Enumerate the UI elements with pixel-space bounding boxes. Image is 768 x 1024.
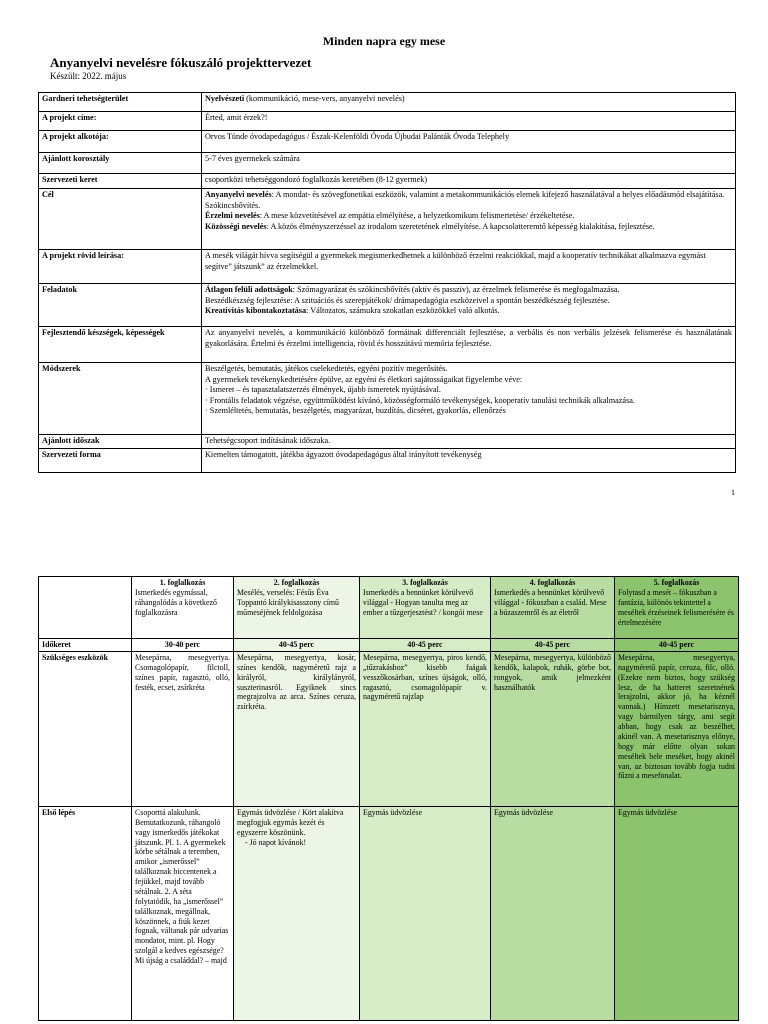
tools-label: Szükséges eszközök — [39, 651, 132, 806]
session-header-5: 5. foglalkozás Folytasd a mesét – fókuszban a fantázia, különös tekintettel a meséltek érzéseinek felismerésére és értelmezésére — [615, 577, 739, 639]
timeframe-3: 40-45 perc — [360, 639, 491, 652]
skills-label: Fejlesztendő készségek, képességek — [39, 327, 202, 363]
author-value: Orvos Tünde óvodapedagógus / Észak-Kelenföldi Óvoda Újbudai Palánták Óvoda Telephely — [202, 131, 736, 153]
document-date: Készült: 2022. május — [50, 71, 127, 81]
goal-label: Cél — [39, 189, 202, 250]
timeframe-4: 40-45 perc — [491, 639, 615, 652]
gardner-value: Nyelvészeti (kommunikáció, mese-vers, anyanyelvi nevelés) — [202, 93, 736, 112]
tools-4: Mesepárna, mesegyertya, különböző kendők, kalapok, ruhák, görbe bot, rongyok, amik jelmezként használhatók — [491, 651, 615, 806]
organization-value: Kiemelten támogatott, játékba ágyazott óvodapedagógus által irányított tevékenység — [202, 448, 736, 472]
first-step-3: Egymás üdvözlése — [360, 806, 491, 1020]
age-label: Ajánlott korosztály — [39, 153, 202, 174]
tools-5: Mesepárna, mesegyertya, nagyméretű papír, ceruza, filc, olló. (Ezekre nem biztos, hogy szükség lesz, de ha hatteret szeretnének lerajzolni, akkor jó, ha kéznél vannak.) Hímzett mesetarisznya, vagy bármilyen tárgy, ami segít abban, hogy csak az beszélhet, akinél van. A mesetarisznya előnye, hogy már előtte olyan sokan meséltek bele meséket, hogy akinél van, az biztosan tovább fogja tudni fűzni a mesefonalat. — [615, 651, 739, 806]
sessions-table — [38, 576, 739, 1021]
title-value: Érted, amit érzek?! — [202, 112, 736, 131]
page-number: 1 — [731, 488, 735, 497]
session-header-1: 1. foglalkozás Ismerkedés egymással, ráhangolódás a következő foglalkozásra — [132, 577, 234, 639]
tasks-label: Feladatok — [39, 284, 202, 327]
goal-value: Anyanyelvi nevelés: A mondat- és szövegfonetikai eszközök, valamint a metakommunikációs elemek kifejező használatával a helyes előadásmód elsajátítása. Szókincsbővítés. Érzelmi nevelés: A mese közvetítésével az empátia elmélyítése, a helyzetkomikum felismertetése/ érzékeltetése. Közösségi nevelés: A közös élményszerzéssel az irodalom szeretetének elmélyítése. A kapcsolatteremtő képesség kialakítása, fejlesztése. — [202, 189, 736, 250]
organization-label: Szervezeti forma — [39, 448, 202, 472]
first-step-1: Csoporttá alakulunk. Bemutatkozunk, ráhangoló vagy ismerkedős játékokat játszunk. Pl. 1. A gyermekek körbe sétálnak a teremben, amikor „ismerőssel” találkoznak biccentenek a fejükkel, majd tovább sétálnak. 2. A séta folytatódik, ha „ismerőssel” találkoznak, megállnak, köszönnek, a fiúk kezet fognak, váltanak pár udvarias mondatot, mint. pl. Hogy szolgál a kedves egészsége? Mi újság a családdal? – majd — [132, 806, 234, 1020]
session-header-4: 4. foglalkozás Ismerkedés a bennünket körülvevő világgal - fókuszban a család. Mese a búzaszemről és az életről — [491, 577, 615, 639]
first-step-5: Egymás üdvözlése — [615, 806, 739, 1020]
description-value: A mesék világát hívva segítségül a gyermekek megismerkedhetnek a különböző érzelmi reakciókkal, majd a kooperatív technikákat alkalmazva egymást segítve” játszunk” az érzelmekkel. — [202, 250, 736, 284]
gardner-label: Gardneri tehetségterület — [39, 93, 202, 112]
timeframe-2: 40-45 perc — [234, 639, 360, 652]
skills-value: Az anyanyelvi nevelés, a kommunikáció különböző formáinak differenciált fejlesztése, a verbális és non verbális jelzések felismerése és használatának gyakorlására. Értelmi és érzelmi intelligencia, rövid és hosszútávú memória fejlesztése. — [202, 327, 736, 363]
first-step-2: Egymás üdvözlése / Kört alakítva megfogjuk egymás kezét és egyszerre köszönünk. - Jó napot kívánok! — [234, 806, 360, 1020]
period-value: Tehetségcsoport indításának időszaka. — [202, 435, 736, 449]
tools-3: Mesepárna, mesegyertya, piros kendő, „tűzrakáshoz” kisebb faágak vesszőkosárban, színes újságok, olló, ragasztó, csomagolópapír v. nagyméretű rajzlap — [360, 651, 491, 806]
project-info-table — [38, 92, 736, 473]
age-value: 5-7 éves gyermekek számára — [202, 153, 736, 174]
period-label: Ajánlott időszak — [39, 435, 202, 449]
methods-label: Módszerek — [39, 363, 202, 435]
page-title: Minden napra egy mese — [322, 34, 446, 48]
timeframe-label: Időkeret — [39, 639, 132, 652]
timeframe-5: 40-45 perc — [615, 639, 739, 652]
framework-value: csoportközi tehetséggondozó foglalkozás keretében (8-12 gyermek) — [202, 174, 736, 189]
timeframe-1: 30-40 perc — [132, 639, 234, 652]
methods-value: Beszélgetés, bemutatás, játékos cselekedtetés, egyéni pozitív megerősítés. A gyermekek tevékenykedtetésére épülve, az egyéni és életkori sajátosságaikat figyelembe véve: · Ismeret – és tapasztalatszerzés élmények, újabb ismeretek nyújtásával. · Frontális feladatok végzése, együttműködést kívánó, közösségformáló tevékenységek, kooperatív tanulási technikák alkalmazása. · Szemléltetés, bemutatás, beszélgetés, magyarázat, buzdítás, dicséret, gyakorlás, ellenőrzés — [202, 363, 736, 435]
session-header-2: 2. foglalkozás Mesélés, verselés: Fésűs Éva Toppantó királykisasszony című műmeséjének feldolgozása — [234, 577, 360, 639]
framework-label: Szervezeti keret — [39, 174, 202, 189]
sessions-corner-cell — [39, 577, 132, 639]
tools-2: Mesepárna, mesegyertya, kosár, színes kendők, nagyméretű rajz a királyról, királylányról, suszterinasról. Egyiknek sincs megrajzolva az arca. Színes ceruza, zsírkréta. — [234, 651, 360, 806]
author-label: A projekt alkotója: — [39, 131, 202, 153]
document-heading: Anyanyelvi nevelésre fókuszáló projekttervezet — [50, 55, 312, 70]
tasks-value: Átlagon felüli adottságok: Szómagyarázat és szókincsbővítés (aktív és passzív), az érzelmek felismerése és megfogalmazása. Beszédkészség fejlesztése: A szituációs és szerepjátékok/ drámapedagógia eszközeivel a spontán beszédkészség fejlesztése. Kreativitás kibontakoztatása: Változatos, számukra szokatlan eszközökkel való alkotás. — [202, 284, 736, 327]
description-label: A projekt rövid leírása: — [39, 250, 202, 284]
title-label: A projekt címe: — [39, 112, 202, 131]
tools-1: Mesepárna, mesegyertya. Csomagolópapír, filctoll, színes papír, ragasztó, olló, festék, ecset, zsírkréta — [132, 651, 234, 806]
first-step-label: Első lépés — [39, 806, 132, 1020]
first-step-4: Egymás üdvözlése — [491, 806, 615, 1020]
session-header-3: 3. foglalkozás Ismerkedés a bennünket körülvevő világgal - Hogyan tanulta meg az ember a tűzgerjesztést? / kongói mese — [360, 577, 491, 639]
